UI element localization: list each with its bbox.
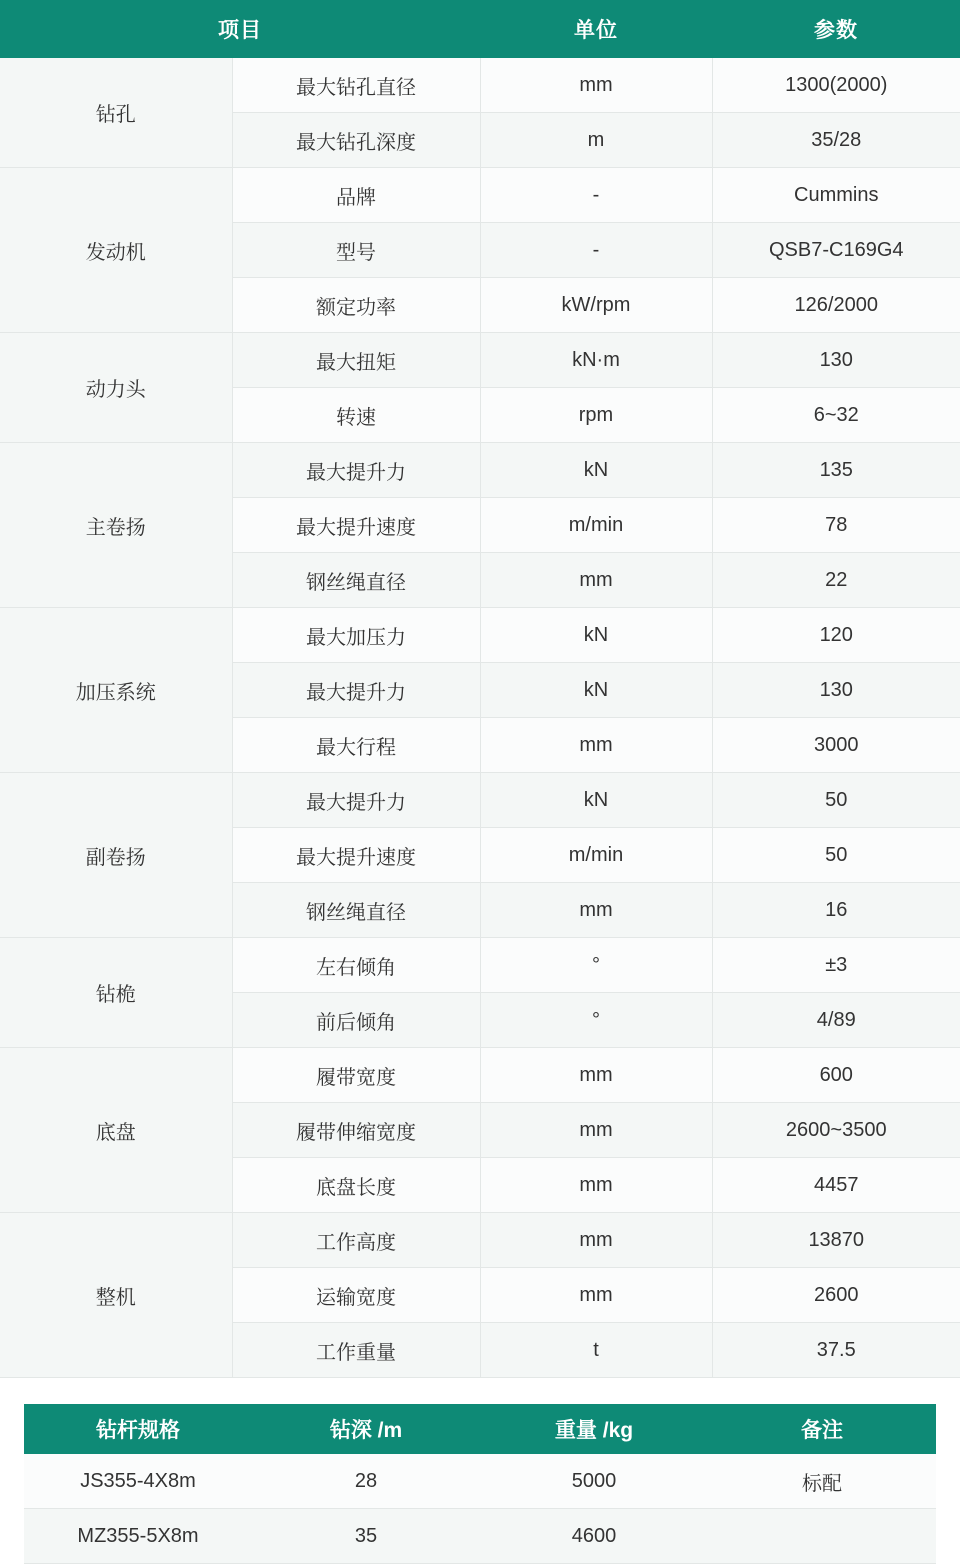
table-row — [0, 1213, 960, 1268]
spec-table-body — [0, 58, 960, 1378]
spec-item-label: 运输宽度 — [232, 1268, 480, 1323]
spec-item-unit: mm — [480, 883, 712, 938]
spec-item-label: 左右倾角 — [232, 938, 480, 993]
spec-item-value: 135 — [712, 443, 960, 498]
spec-item-label: 履带伸缩宽度 — [232, 1103, 480, 1158]
spec-header-item: 项目 — [0, 0, 480, 58]
spec-item-label: 最大提升力 — [232, 773, 480, 828]
spec-item-value: 130 — [712, 333, 960, 388]
spec-item-value: 13870 — [712, 1213, 960, 1268]
rod-spec: MZ355-5X8m — [24, 1509, 252, 1564]
spec-header-unit: 单位 — [480, 0, 712, 58]
spec-item-label: 最大提升力 — [232, 443, 480, 498]
rod-depth: 35 — [252, 1509, 480, 1564]
spec-item-value: ±3 — [712, 938, 960, 993]
table-row — [0, 333, 960, 388]
spec-item-label: 最大提升力 — [232, 663, 480, 718]
rod-depth: 28 — [252, 1454, 480, 1509]
spec-item-value: 130 — [712, 663, 960, 718]
spec-item-label: 最大提升速度 — [232, 498, 480, 553]
spec-item-unit: - — [480, 168, 712, 223]
spec-item-label: 额定功率 — [232, 278, 480, 333]
spec-item-unit: rpm — [480, 388, 712, 443]
spec-item-value: 4/89 — [712, 993, 960, 1048]
spec-item-unit: kN·m — [480, 333, 712, 388]
spec-item-unit: m/min — [480, 498, 712, 553]
rod-header-row — [24, 1404, 936, 1454]
spec-group-label: 整机 — [0, 1213, 232, 1378]
spec-item-unit: mm — [480, 718, 712, 773]
spec-item-value: 120 — [712, 608, 960, 663]
spec-item-label: 最大加压力 — [232, 608, 480, 663]
spec-item-unit: mm — [480, 1103, 712, 1158]
spec-item-value: 2600 — [712, 1268, 960, 1323]
spec-item-unit: - — [480, 223, 712, 278]
spec-item-label: 前后倾角 — [232, 993, 480, 1048]
spec-item-value: 50 — [712, 773, 960, 828]
table-row — [0, 938, 960, 993]
rod-remark — [708, 1509, 936, 1564]
spec-item-value: 16 — [712, 883, 960, 938]
spec-item-label: 最大扭矩 — [232, 333, 480, 388]
spec-item-unit: mm — [480, 553, 712, 608]
spec-item-unit: kW/rpm — [480, 278, 712, 333]
spec-item-value: 1300(2000) — [712, 58, 960, 113]
table-spacer — [0, 1378, 960, 1404]
rod-header-remark: 备注 — [708, 1404, 936, 1454]
spec-item-unit: mm — [480, 1048, 712, 1103]
spec-item-unit: mm — [480, 1268, 712, 1323]
spec-item-unit: ° — [480, 993, 712, 1048]
spec-item-unit: t — [480, 1323, 712, 1378]
spec-item-unit: kN — [480, 773, 712, 828]
spec-item-value: 4457 — [712, 1158, 960, 1213]
table-row — [24, 1454, 936, 1509]
spec-item-label: 最大行程 — [232, 718, 480, 773]
rod-weight: 5000 — [480, 1454, 708, 1509]
spec-item-label: 工作高度 — [232, 1213, 480, 1268]
spec-item-unit: m/min — [480, 828, 712, 883]
rod-spec: JS355-4X8m — [24, 1454, 252, 1509]
spec-item-label: 钢丝绳直径 — [232, 553, 480, 608]
spec-item-value: 22 — [712, 553, 960, 608]
spec-item-value: 78 — [712, 498, 960, 553]
spec-item-unit: ° — [480, 938, 712, 993]
spec-item-label: 底盘长度 — [232, 1158, 480, 1213]
spec-item-label: 最大提升速度 — [232, 828, 480, 883]
spec-item-label: 转速 — [232, 388, 480, 443]
spec-item-value: 6~32 — [712, 388, 960, 443]
rod-remark: 标配 — [708, 1454, 936, 1509]
spec-group-label: 主卷扬 — [0, 443, 232, 608]
spec-group-label: 副卷扬 — [0, 773, 232, 938]
spec-item-value: 35/28 — [712, 113, 960, 168]
spec-header-value: 参数 — [712, 0, 960, 58]
spec-item-label: 最大钻孔深度 — [232, 113, 480, 168]
spec-item-unit: mm — [480, 1213, 712, 1268]
rod-weight: 4600 — [480, 1509, 708, 1564]
spec-item-unit: m — [480, 113, 712, 168]
spec-item-label: 型号 — [232, 223, 480, 278]
rod-table-body — [24, 1454, 936, 1564]
spec-item-value: Cummins — [712, 168, 960, 223]
table-row — [0, 608, 960, 663]
spec-group-label: 发动机 — [0, 168, 232, 333]
spec-item-value: 50 — [712, 828, 960, 883]
spec-group-label: 动力头 — [0, 333, 232, 443]
spec-item-value: 37.5 — [712, 1323, 960, 1378]
spec-table-header — [0, 0, 960, 58]
spec-item-value: 3000 — [712, 718, 960, 773]
rod-table-header — [24, 1404, 936, 1454]
table-row — [0, 773, 960, 828]
spec-item-label: 最大钻孔直径 — [232, 58, 480, 113]
spec-item-value: 126/2000 — [712, 278, 960, 333]
rod-header-depth: 钻深 /m — [252, 1404, 480, 1454]
spec-group-label: 加压系统 — [0, 608, 232, 773]
spec-item-unit: kN — [480, 443, 712, 498]
spec-header-row — [0, 0, 960, 58]
spec-group-label: 钻孔 — [0, 58, 232, 168]
drill-rod-table — [24, 1404, 936, 1564]
spec-group-label: 底盘 — [0, 1048, 232, 1213]
spec-item-label: 工作重量 — [232, 1323, 480, 1378]
spec-item-label: 钢丝绳直径 — [232, 883, 480, 938]
table-row — [0, 168, 960, 223]
table-row — [0, 58, 960, 113]
rod-header-spec: 钻杆规格 — [24, 1404, 252, 1454]
table-row — [24, 1509, 936, 1564]
spec-item-unit: kN — [480, 663, 712, 718]
spec-item-label: 品牌 — [232, 168, 480, 223]
spec-item-value: QSB7-C169G4 — [712, 223, 960, 278]
spec-item-unit: mm — [480, 1158, 712, 1213]
spec-item-value: 600 — [712, 1048, 960, 1103]
spec-item-value: 2600~3500 — [712, 1103, 960, 1158]
table-row — [0, 1048, 960, 1103]
table-row — [0, 443, 960, 498]
spec-group-label: 钻桅 — [0, 938, 232, 1048]
rod-header-weight: 重量 /kg — [480, 1404, 708, 1454]
spec-item-unit: mm — [480, 58, 712, 113]
spec-item-label: 履带宽度 — [232, 1048, 480, 1103]
spec-item-unit: kN — [480, 608, 712, 663]
